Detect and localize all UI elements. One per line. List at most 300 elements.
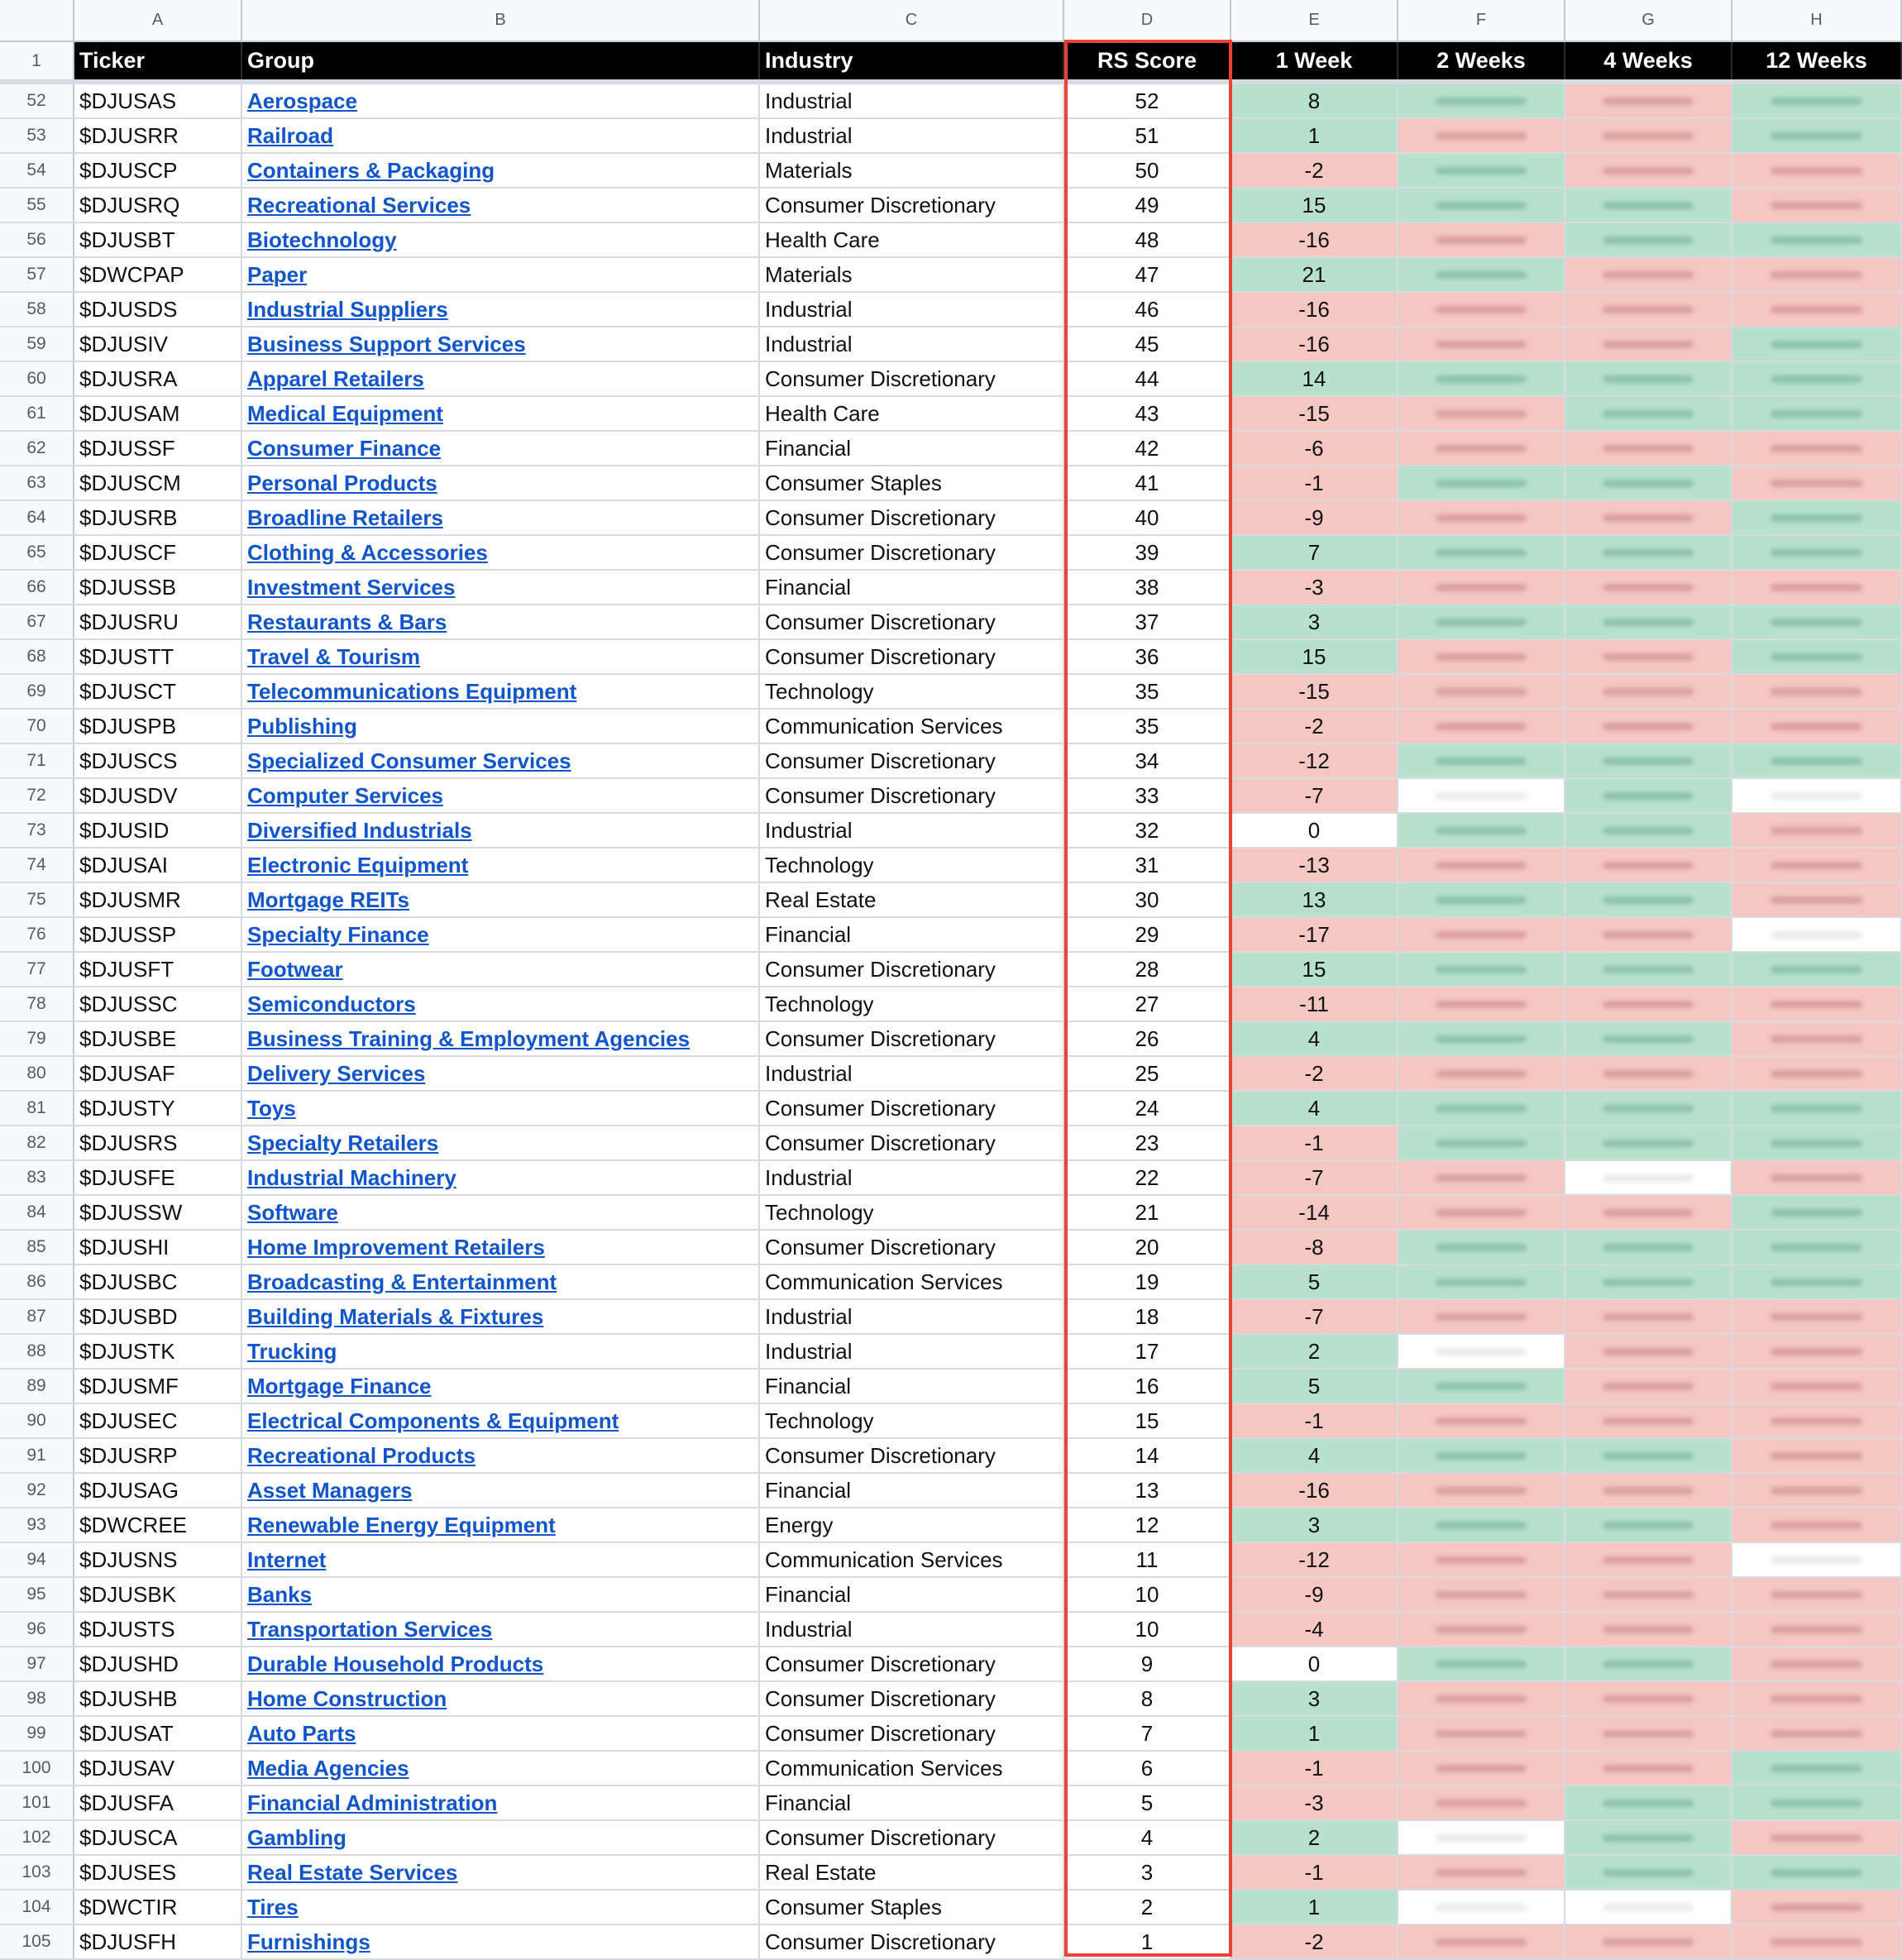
row-number[interactable]: 74 (0, 849, 74, 883)
group-link[interactable]: Electrical Components & Equipment (242, 1404, 760, 1439)
week12-change-cell[interactable] (1732, 1821, 1902, 1856)
week1-change-cell[interactable]: -2 (1231, 710, 1398, 744)
group-link[interactable]: Home Improvement Retailers (242, 1231, 760, 1265)
row-number[interactable]: 57 (0, 258, 74, 293)
rs-score-cell[interactable]: 40 (1064, 501, 1231, 536)
row-number[interactable]: 104 (0, 1891, 74, 1925)
week12-change-cell[interactable] (1732, 189, 1902, 223)
week1-change-cell[interactable]: -14 (1231, 1196, 1398, 1231)
week1-change-cell[interactable]: -11 (1231, 987, 1398, 1022)
ticker-cell[interactable]: $DJUSRU (74, 605, 242, 640)
week4-change-cell[interactable] (1565, 84, 1732, 119)
row-number[interactable]: 99 (0, 1717, 74, 1752)
row-number[interactable]: 53 (0, 119, 74, 154)
industry-cell[interactable]: Materials (760, 154, 1064, 189)
rs-score-cell[interactable]: 3 (1064, 1856, 1231, 1891)
week2-change-cell[interactable] (1398, 779, 1565, 814)
row-number[interactable]: 94 (0, 1543, 74, 1578)
industry-cell[interactable]: Consumer Discretionary (760, 744, 1064, 779)
week1-change-cell[interactable]: -7 (1231, 779, 1398, 814)
row-number[interactable]: 60 (0, 362, 74, 397)
row-number[interactable]: 95 (0, 1578, 74, 1613)
row-number[interactable]: 78 (0, 987, 74, 1022)
rs-score-cell[interactable]: 8 (1064, 1682, 1231, 1717)
week4-change-cell[interactable] (1565, 1231, 1732, 1265)
week2-change-cell[interactable] (1398, 119, 1565, 154)
week12-change-cell[interactable] (1732, 1856, 1902, 1891)
industry-cell[interactable]: Consumer Discretionary (760, 536, 1064, 571)
week1-change-cell[interactable]: -7 (1231, 1300, 1398, 1335)
rs-score-cell[interactable]: 1 (1064, 1925, 1231, 1960)
ticker-cell[interactable]: $DJUSTT (74, 640, 242, 675)
week12-change-cell[interactable] (1732, 1752, 1902, 1786)
week1-change-cell[interactable]: 1 (1231, 1891, 1398, 1925)
week2-change-cell[interactable] (1398, 1022, 1565, 1057)
row-number[interactable]: 69 (0, 675, 74, 710)
week1-change-cell[interactable]: -1 (1231, 1126, 1398, 1161)
industry-cell[interactable]: Industrial (760, 1335, 1064, 1370)
rs-score-cell[interactable]: 10 (1064, 1613, 1231, 1647)
ticker-cell[interactable]: $DJUSSB (74, 571, 242, 605)
rs-score-cell[interactable]: 45 (1064, 327, 1231, 362)
rs-score-cell[interactable]: 46 (1064, 293, 1231, 327)
week12-change-cell[interactable] (1732, 640, 1902, 675)
ticker-cell[interactable]: $DJUSRR (74, 119, 242, 154)
rs-score-cell[interactable]: 10 (1064, 1578, 1231, 1613)
row-number[interactable]: 85 (0, 1231, 74, 1265)
week12-change-cell[interactable] (1732, 918, 1902, 953)
group-link[interactable]: Business Training & Employment Agencies (242, 1022, 760, 1057)
header-ticker[interactable]: Ticker (74, 42, 242, 79)
industry-cell[interactable]: Industrial (760, 84, 1064, 119)
week12-change-cell[interactable] (1732, 1404, 1902, 1439)
week4-change-cell[interactable] (1565, 1404, 1732, 1439)
group-link[interactable]: Medical Equipment (242, 397, 760, 432)
week2-change-cell[interactable] (1398, 1196, 1565, 1231)
rs-score-cell[interactable]: 25 (1064, 1057, 1231, 1092)
row-number[interactable]: 92 (0, 1474, 74, 1508)
rs-score-cell[interactable]: 49 (1064, 189, 1231, 223)
week1-change-cell[interactable]: -9 (1231, 1578, 1398, 1613)
week12-change-cell[interactable] (1732, 1265, 1902, 1300)
group-link[interactable]: Internet (242, 1543, 760, 1578)
week4-change-cell[interactable] (1565, 1126, 1732, 1161)
week12-change-cell[interactable] (1732, 258, 1902, 293)
group-link[interactable]: Biotechnology (242, 223, 760, 258)
rs-score-cell[interactable]: 21 (1064, 1196, 1231, 1231)
week1-change-cell[interactable]: -16 (1231, 1474, 1398, 1508)
row-number[interactable]: 72 (0, 779, 74, 814)
group-link[interactable]: Trucking (242, 1335, 760, 1370)
rs-score-cell[interactable]: 7 (1064, 1717, 1231, 1752)
rs-score-cell[interactable]: 33 (1064, 779, 1231, 814)
week4-change-cell[interactable] (1565, 1613, 1732, 1647)
week12-change-cell[interactable] (1732, 571, 1902, 605)
row-number[interactable]: 71 (0, 744, 74, 779)
ticker-cell[interactable]: $DJUSBT (74, 223, 242, 258)
row-number[interactable]: 84 (0, 1196, 74, 1231)
week2-change-cell[interactable] (1398, 1300, 1565, 1335)
group-link[interactable]: Industrial Machinery (242, 1161, 760, 1196)
week2-change-cell[interactable] (1398, 1647, 1565, 1682)
group-link[interactable]: Aerospace (242, 84, 760, 119)
group-link[interactable]: Gambling (242, 1821, 760, 1856)
week2-change-cell[interactable] (1398, 189, 1565, 223)
week12-change-cell[interactable] (1732, 1508, 1902, 1543)
rs-score-cell[interactable]: 50 (1064, 154, 1231, 189)
group-link[interactable]: Durable Household Products (242, 1647, 760, 1682)
week2-change-cell[interactable] (1398, 1057, 1565, 1092)
week2-change-cell[interactable] (1398, 1126, 1565, 1161)
ticker-cell[interactable]: $DJUSMF (74, 1370, 242, 1404)
week1-change-cell[interactable]: 3 (1231, 1682, 1398, 1717)
week2-change-cell[interactable] (1398, 223, 1565, 258)
week4-change-cell[interactable] (1565, 397, 1732, 432)
week1-change-cell[interactable]: -16 (1231, 293, 1398, 327)
industry-cell[interactable]: Consumer Discretionary (760, 1439, 1064, 1474)
week4-change-cell[interactable] (1565, 1856, 1732, 1891)
week2-change-cell[interactable] (1398, 327, 1565, 362)
week4-change-cell[interactable] (1565, 1370, 1732, 1404)
group-link[interactable]: Consumer Finance (242, 432, 760, 466)
ticker-cell[interactable]: $DJUSIV (74, 327, 242, 362)
week2-change-cell[interactable] (1398, 849, 1565, 883)
industry-cell[interactable]: Consumer Discretionary (760, 1717, 1064, 1752)
group-link[interactable]: Restaurants & Bars (242, 605, 760, 640)
week4-change-cell[interactable] (1565, 1335, 1732, 1370)
week4-change-cell[interactable] (1565, 571, 1732, 605)
rs-score-cell[interactable]: 32 (1064, 814, 1231, 849)
ticker-cell[interactable]: $DJUSCT (74, 675, 242, 710)
group-link[interactable]: Railroad (242, 119, 760, 154)
industry-cell[interactable]: Consumer Discretionary (760, 1022, 1064, 1057)
group-link[interactable]: Clothing & Accessories (242, 536, 760, 571)
row-number[interactable]: 58 (0, 293, 74, 327)
week1-change-cell[interactable]: -12 (1231, 1543, 1398, 1578)
rs-score-cell[interactable]: 30 (1064, 883, 1231, 918)
ticker-cell[interactable]: $DJUSSW (74, 1196, 242, 1231)
group-link[interactable]: Electronic Equipment (242, 849, 760, 883)
week4-change-cell[interactable] (1565, 119, 1732, 154)
week12-change-cell[interactable] (1732, 953, 1902, 987)
ticker-cell[interactable]: $DJUSDS (74, 293, 242, 327)
group-link[interactable]: Furnishings (242, 1925, 760, 1960)
week12-change-cell[interactable] (1732, 1022, 1902, 1057)
week12-change-cell[interactable] (1732, 327, 1902, 362)
week12-change-cell[interactable] (1732, 1057, 1902, 1092)
ticker-cell[interactable]: $DJUSBK (74, 1578, 242, 1613)
group-link[interactable]: Publishing (242, 710, 760, 744)
rs-score-cell[interactable]: 27 (1064, 987, 1231, 1022)
industry-cell[interactable]: Financial (760, 918, 1064, 953)
row-number[interactable]: 88 (0, 1335, 74, 1370)
group-link[interactable]: Paper (242, 258, 760, 293)
industry-cell[interactable]: Communication Services (760, 710, 1064, 744)
ticker-cell[interactable]: $DJUSRP (74, 1439, 242, 1474)
group-link[interactable]: Business Support Services (242, 327, 760, 362)
row-number[interactable]: 64 (0, 501, 74, 536)
group-link[interactable]: Mortgage Finance (242, 1370, 760, 1404)
ticker-cell[interactable]: $DWCTIR (74, 1891, 242, 1925)
row-number[interactable]: 77 (0, 953, 74, 987)
group-link[interactable]: Delivery Services (242, 1057, 760, 1092)
rs-score-cell[interactable]: 35 (1064, 710, 1231, 744)
week12-change-cell[interactable] (1732, 1717, 1902, 1752)
week12-change-cell[interactable] (1732, 1092, 1902, 1126)
rs-score-cell[interactable]: 47 (1064, 258, 1231, 293)
week1-change-cell[interactable]: 5 (1231, 1265, 1398, 1300)
week4-change-cell[interactable] (1565, 1265, 1732, 1300)
group-link[interactable]: Specialty Finance (242, 918, 760, 953)
rs-score-cell[interactable]: 23 (1064, 1126, 1231, 1161)
week1-change-cell[interactable]: 1 (1231, 1717, 1398, 1752)
week2-change-cell[interactable] (1398, 1092, 1565, 1126)
week1-change-cell[interactable]: 1 (1231, 119, 1398, 154)
row-number[interactable]: 55 (0, 189, 74, 223)
week4-change-cell[interactable] (1565, 1821, 1732, 1856)
header-1-week[interactable]: 1 Week (1231, 42, 1398, 79)
week1-change-cell[interactable]: 3 (1231, 605, 1398, 640)
week12-change-cell[interactable] (1732, 779, 1902, 814)
week2-change-cell[interactable] (1398, 1404, 1565, 1439)
rs-score-cell[interactable]: 37 (1064, 605, 1231, 640)
week12-change-cell[interactable] (1732, 84, 1902, 119)
week4-change-cell[interactable] (1565, 918, 1732, 953)
industry-cell[interactable]: Industrial (760, 1300, 1064, 1335)
industry-cell[interactable]: Technology (760, 675, 1064, 710)
rs-score-cell[interactable]: 38 (1064, 571, 1231, 605)
week2-change-cell[interactable] (1398, 1474, 1565, 1508)
ticker-cell[interactable]: $DJUSAM (74, 397, 242, 432)
ticker-cell[interactable]: $DJUSTY (74, 1092, 242, 1126)
row-number[interactable]: 80 (0, 1057, 74, 1092)
week4-change-cell[interactable] (1565, 1925, 1732, 1960)
rs-score-cell[interactable]: 15 (1064, 1404, 1231, 1439)
week2-change-cell[interactable] (1398, 154, 1565, 189)
group-link[interactable]: Diversified Industrials (242, 814, 760, 849)
week2-change-cell[interactable] (1398, 1578, 1565, 1613)
week2-change-cell[interactable] (1398, 640, 1565, 675)
row-number[interactable]: 81 (0, 1092, 74, 1126)
week12-change-cell[interactable] (1732, 1231, 1902, 1265)
week1-change-cell[interactable]: 0 (1231, 814, 1398, 849)
week12-change-cell[interactable] (1732, 849, 1902, 883)
week2-change-cell[interactable] (1398, 675, 1565, 710)
week12-change-cell[interactable] (1732, 501, 1902, 536)
rs-score-cell[interactable]: 28 (1064, 953, 1231, 987)
ticker-cell[interactable]: $DJUSHI (74, 1231, 242, 1265)
group-link[interactable]: Semiconductors (242, 987, 760, 1022)
week4-change-cell[interactable] (1565, 1300, 1732, 1335)
week2-change-cell[interactable] (1398, 1508, 1565, 1543)
week1-change-cell[interactable]: -4 (1231, 1613, 1398, 1647)
week12-change-cell[interactable] (1732, 814, 1902, 849)
row-number[interactable]: 83 (0, 1161, 74, 1196)
row-number[interactable]: 66 (0, 571, 74, 605)
ticker-cell[interactable]: $DJUSCM (74, 466, 242, 501)
rs-score-cell[interactable]: 6 (1064, 1752, 1231, 1786)
week4-change-cell[interactable] (1565, 710, 1732, 744)
ticker-cell[interactable]: $DJUSBD (74, 1300, 242, 1335)
ticker-cell[interactable]: $DJUSCA (74, 1821, 242, 1856)
week4-change-cell[interactable] (1565, 1057, 1732, 1092)
week12-change-cell[interactable] (1732, 362, 1902, 397)
rs-score-cell[interactable]: 18 (1064, 1300, 1231, 1335)
industry-cell[interactable]: Industrial (760, 1613, 1064, 1647)
industry-cell[interactable]: Consumer Discretionary (760, 779, 1064, 814)
industry-cell[interactable]: Consumer Discretionary (760, 189, 1064, 223)
week1-change-cell[interactable]: -3 (1231, 1786, 1398, 1821)
week12-change-cell[interactable] (1732, 1925, 1902, 1960)
week2-change-cell[interactable] (1398, 710, 1565, 744)
week2-change-cell[interactable] (1398, 744, 1565, 779)
week12-change-cell[interactable] (1732, 1891, 1902, 1925)
row-number[interactable]: 65 (0, 536, 74, 571)
rs-score-cell[interactable]: 14 (1064, 1439, 1231, 1474)
week1-change-cell[interactable]: 4 (1231, 1092, 1398, 1126)
week12-change-cell[interactable] (1732, 1578, 1902, 1613)
week12-change-cell[interactable] (1732, 1300, 1902, 1335)
week12-change-cell[interactable] (1732, 1474, 1902, 1508)
row-number[interactable]: 86 (0, 1265, 74, 1300)
row-number[interactable]: 61 (0, 397, 74, 432)
week12-change-cell[interactable] (1732, 1196, 1902, 1231)
group-link[interactable]: Containers & Packaging (242, 154, 760, 189)
row-number[interactable]: 1 (0, 42, 74, 79)
ticker-cell[interactable]: $DJUSCF (74, 536, 242, 571)
ticker-cell[interactable]: $DJUSHB (74, 1682, 242, 1717)
group-link[interactable]: Computer Services (242, 779, 760, 814)
week12-change-cell[interactable] (1732, 1543, 1902, 1578)
row-number[interactable]: 79 (0, 1022, 74, 1057)
week4-change-cell[interactable] (1565, 1682, 1732, 1717)
week1-change-cell[interactable]: -17 (1231, 918, 1398, 953)
group-link[interactable]: Personal Products (242, 466, 760, 501)
group-link[interactable]: Banks (242, 1578, 760, 1613)
ticker-cell[interactable]: $DJUSID (74, 814, 242, 849)
week2-change-cell[interactable] (1398, 1543, 1565, 1578)
group-link[interactable]: Recreational Services (242, 189, 760, 223)
row-number[interactable]: 100 (0, 1752, 74, 1786)
week2-change-cell[interactable] (1398, 987, 1565, 1022)
ticker-cell[interactable]: $DJUSNS (74, 1543, 242, 1578)
ticker-cell[interactable]: $DJUSRQ (74, 189, 242, 223)
week12-change-cell[interactable] (1732, 119, 1902, 154)
week4-change-cell[interactable] (1565, 987, 1732, 1022)
week2-change-cell[interactable] (1398, 1856, 1565, 1891)
week12-change-cell[interactable] (1732, 1786, 1902, 1821)
rs-score-cell[interactable]: 24 (1064, 1092, 1231, 1126)
industry-cell[interactable]: Financial (760, 1370, 1064, 1404)
row-number[interactable]: 56 (0, 223, 74, 258)
week1-change-cell[interactable]: -8 (1231, 1231, 1398, 1265)
header-2-weeks[interactable]: 2 Weeks (1398, 42, 1565, 79)
week12-change-cell[interactable] (1732, 1647, 1902, 1682)
group-link[interactable]: Media Agencies (242, 1752, 760, 1786)
week1-change-cell[interactable]: -2 (1231, 1057, 1398, 1092)
industry-cell[interactable]: Industrial (760, 119, 1064, 154)
week1-change-cell[interactable]: 2 (1231, 1335, 1398, 1370)
group-link[interactable]: Telecommunications Equipment (242, 675, 760, 710)
group-link[interactable]: Renewable Energy Equipment (242, 1508, 760, 1543)
week1-change-cell[interactable]: 4 (1231, 1022, 1398, 1057)
row-number[interactable]: 98 (0, 1682, 74, 1717)
rs-score-cell[interactable]: 16 (1064, 1370, 1231, 1404)
row-number[interactable]: 63 (0, 466, 74, 501)
week4-change-cell[interactable] (1565, 501, 1732, 536)
week1-change-cell[interactable]: -1 (1231, 1752, 1398, 1786)
industry-cell[interactable]: Industrial (760, 1057, 1064, 1092)
week1-change-cell[interactable]: 14 (1231, 362, 1398, 397)
ticker-cell[interactable]: $DJUSFA (74, 1786, 242, 1821)
week1-change-cell[interactable]: 2 (1231, 1821, 1398, 1856)
group-link[interactable]: Broadline Retailers (242, 501, 760, 536)
ticker-cell[interactable]: $DJUSRB (74, 501, 242, 536)
rs-score-cell[interactable]: 4 (1064, 1821, 1231, 1856)
row-number[interactable]: 59 (0, 327, 74, 362)
week1-change-cell[interactable]: 15 (1231, 953, 1398, 987)
week12-change-cell[interactable] (1732, 883, 1902, 918)
week2-change-cell[interactable] (1398, 1161, 1565, 1196)
week1-change-cell[interactable]: -2 (1231, 154, 1398, 189)
week2-change-cell[interactable] (1398, 1265, 1565, 1300)
row-number[interactable]: 90 (0, 1404, 74, 1439)
group-link[interactable]: Real Estate Services (242, 1856, 760, 1891)
rs-score-cell[interactable]: 2 (1064, 1891, 1231, 1925)
ticker-cell[interactable]: $DJUSFE (74, 1161, 242, 1196)
week1-change-cell[interactable]: 5 (1231, 1370, 1398, 1404)
industry-cell[interactable]: Consumer Staples (760, 1891, 1064, 1925)
week4-change-cell[interactable] (1565, 779, 1732, 814)
industry-cell[interactable]: Consumer Discretionary (760, 605, 1064, 640)
row-number[interactable]: 62 (0, 432, 74, 466)
row-number[interactable]: 102 (0, 1821, 74, 1856)
week12-change-cell[interactable] (1732, 744, 1902, 779)
group-link[interactable]: Transportation Services (242, 1613, 760, 1647)
week12-change-cell[interactable] (1732, 432, 1902, 466)
group-link[interactable]: Asset Managers (242, 1474, 760, 1508)
industry-cell[interactable]: Consumer Discretionary (760, 1092, 1064, 1126)
week4-change-cell[interactable] (1565, 814, 1732, 849)
rs-score-cell[interactable]: 20 (1064, 1231, 1231, 1265)
ticker-cell[interactable]: $DJUSBE (74, 1022, 242, 1057)
week1-change-cell[interactable]: -13 (1231, 849, 1398, 883)
ticker-cell[interactable]: $DJUSHD (74, 1647, 242, 1682)
week4-change-cell[interactable] (1565, 1891, 1732, 1925)
week4-change-cell[interactable] (1565, 154, 1732, 189)
ticker-cell[interactable]: $DWCPAP (74, 258, 242, 293)
group-link[interactable]: Tires (242, 1891, 760, 1925)
week4-change-cell[interactable] (1565, 1092, 1732, 1126)
week1-change-cell[interactable]: 15 (1231, 189, 1398, 223)
industry-cell[interactable]: Technology (760, 987, 1064, 1022)
header-4-weeks[interactable]: 4 Weeks (1565, 42, 1732, 79)
week4-change-cell[interactable] (1565, 1508, 1732, 1543)
rs-score-cell[interactable]: 17 (1064, 1335, 1231, 1370)
ticker-cell[interactable]: $DJUSSF (74, 432, 242, 466)
week4-change-cell[interactable] (1565, 1543, 1732, 1578)
industry-cell[interactable]: Consumer Discretionary (760, 1126, 1064, 1161)
industry-cell[interactable]: Energy (760, 1508, 1064, 1543)
week4-change-cell[interactable] (1565, 223, 1732, 258)
industry-cell[interactable]: Technology (760, 1404, 1064, 1439)
row-number[interactable]: 103 (0, 1856, 74, 1891)
ticker-cell[interactable]: $DJUSES (74, 1856, 242, 1891)
week4-change-cell[interactable] (1565, 605, 1732, 640)
rs-score-cell[interactable]: 41 (1064, 466, 1231, 501)
week2-change-cell[interactable] (1398, 814, 1565, 849)
week2-change-cell[interactable] (1398, 293, 1565, 327)
